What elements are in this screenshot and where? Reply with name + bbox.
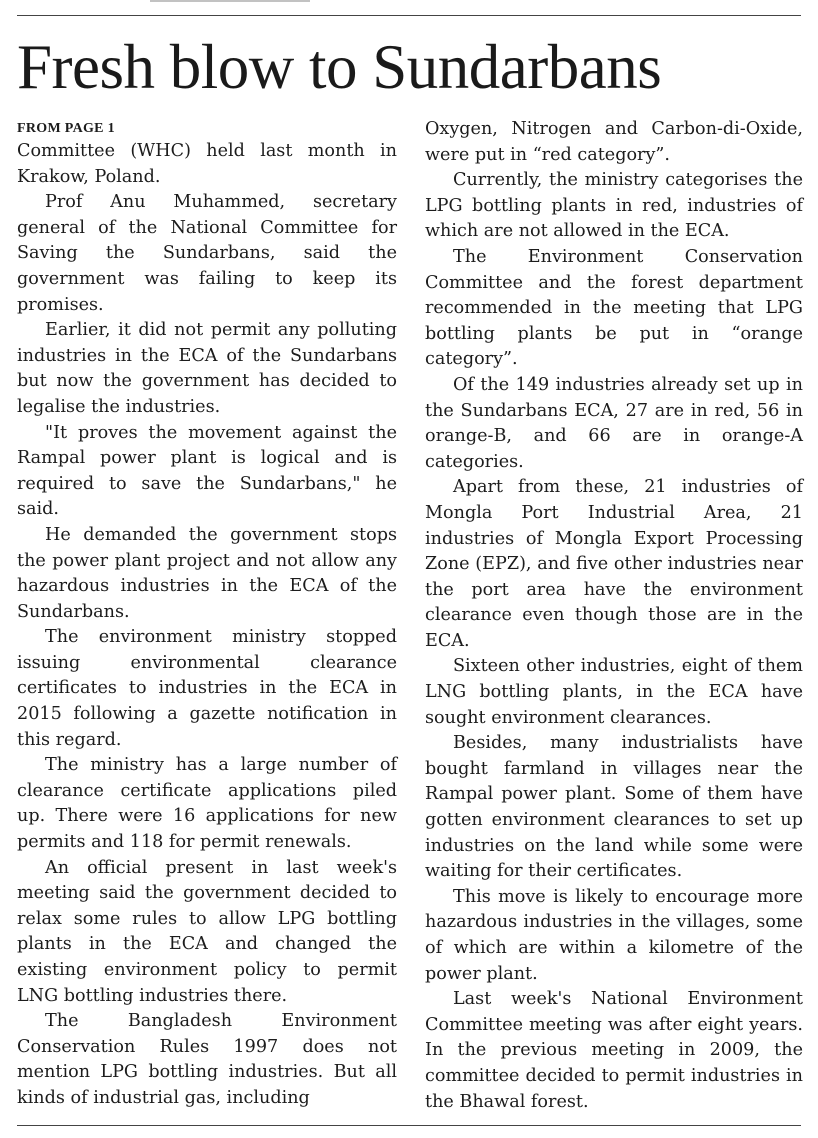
paragraph: Oxygen, Nitrogen and Carbon-di-Oxide, were put in “red category”.	[425, 119, 803, 165]
paragraph: He demanded the government stops the power plant project and not allow any hazardous industries in the ECA of the Sundarbans.	[17, 524, 397, 622]
paragraph: An official present in last week's meeting said the government decided to relax some rules to allow LPG bottling plants in the ECA and changed the existing environment policy to permit LNG bottling industries there.	[17, 857, 397, 1006]
top-edge-fragment	[150, 0, 310, 6]
paragraph: Prof Anu Muhammed, secretary general of the National Committee for Saving the Sundarbans, said the government was failing to keep its promises.	[17, 192, 397, 315]
paragraph: Sixteen other industries, eight of them LNG bottling plants, in the ECA have sought environment clearances.	[425, 656, 803, 728]
paragraph: The ministry has a large number of clearance certificate applications piled up. There were 16 applications for new permits and 118 for permit renewals.	[17, 755, 397, 853]
paragraph: Besides, many industrialists have bought farmland in villages near the Rampal power plant. Some of them have gotten environment clearances to set up industries on the land while some were waiting for their certificates.	[425, 733, 803, 882]
headline: Fresh blow to Sundarbans	[17, 32, 662, 102]
paragraph: "It proves the movement against the Rampal power plant is logical and is required to save the Sundarbans," he said.	[17, 422, 397, 520]
paragraph: Last week's National Environment Committee meeting was after eight years. In the previous meeting in 2009, the committee decided to permit industries in the Bhawal forest.	[425, 989, 803, 1112]
bottom-rule	[17, 1125, 801, 1126]
paragraph: The environment ministry stopped issuing environmental clearance certificates to industries in the ECA in 2015 following a gazette notification in this regard.	[17, 627, 397, 750]
paragraph: Of the 149 industries already set up in the Sundarbans ECA, 27 are in red, 56 in orange-B, and 66 are in orange-A categories.	[425, 374, 803, 472]
paragraph: Apart from these, 21 industries of Mongla Port Industrial Area, 21 industries of Mongla Export Processing Zone (EPZ), and five other industries near the port area have the environment clearance even though those are in the ECA.	[425, 477, 803, 651]
paragraph: Currently, the ministry categorises the LPG bottling plants in red, industries of which are not allowed in the ECA.	[425, 170, 803, 242]
top-rule	[17, 15, 801, 16]
paragraph: Committee (WHC) held last month in Krakow, Poland.	[17, 141, 397, 187]
paragraph: Earlier, it did not permit any polluting industries in the ECA of the Sundarbans but now the government has decided to legalise the industries.	[17, 320, 397, 417]
article-column-right	[425, 117, 803, 1117]
article-column-left	[17, 117, 397, 1117]
from-page-label: FROM PAGE 1	[17, 121, 115, 136]
paragraph: The Bangladesh Environment Conservation Rules 1997 does not mention LPG bottling industries. But all kinds of industrial gas, including	[17, 1011, 397, 1108]
paragraph: This move is likely to encourage more hazardous industries in the villages, some of which are within a kilometre of the power plant.	[425, 886, 803, 984]
paragraph: The Environment Conservation Committee and the forest department recommended in the meeting that LPG bottling plants be put in “orange category”.	[425, 246, 803, 370]
